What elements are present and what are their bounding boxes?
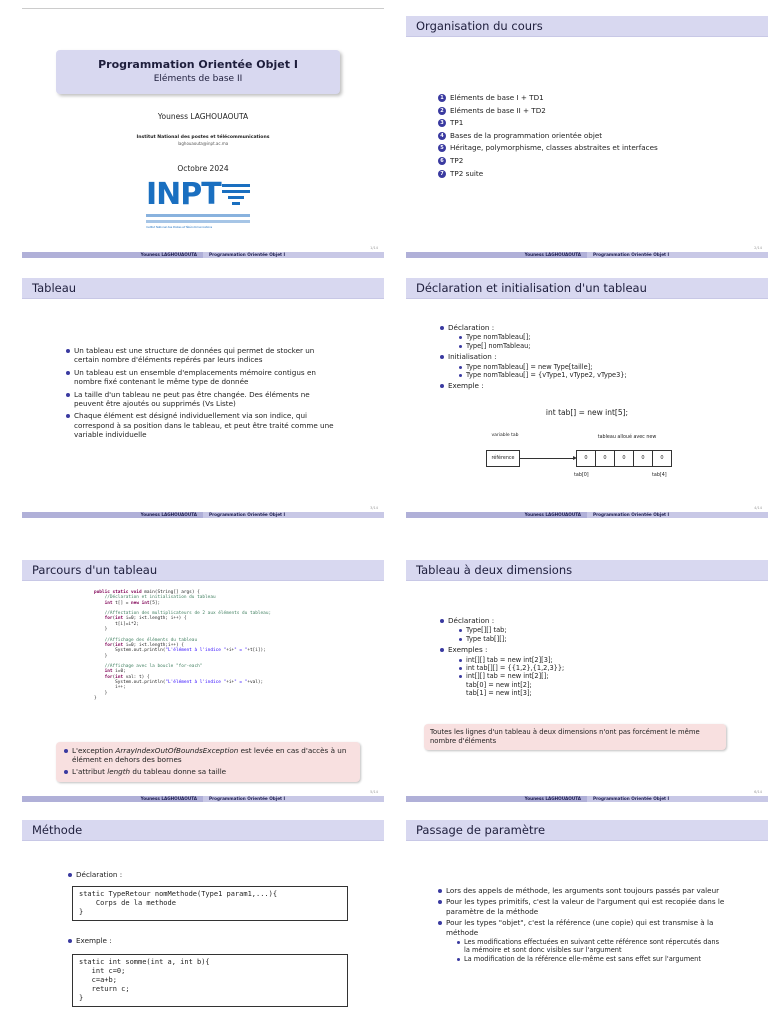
example-bullet [438, 381, 738, 390]
array-cell: 0 [633, 450, 653, 467]
passage-item: Pour les types primitifs, c'est la valeur de l'argument qui est recopiée dans le paramètre de la méthode [436, 897, 726, 916]
array-cell: 0 [595, 450, 615, 467]
tableau-item: La taille d'un tableau ne peut pas être changée. Des éléments ne peuvent être ajoutés ou supprimés (Vs Liste) [64, 390, 334, 409]
decl-item: Type nomTableau[]; [458, 333, 738, 341]
slide-footer [406, 796, 768, 802]
example-item: int[][] tab = new int[2][]; [458, 672, 738, 680]
diagram-var-label: variable tab [491, 433, 519, 438]
parcours-alert [56, 742, 360, 782]
example-extra-line: tab[1] = new int[3]; [466, 689, 532, 698]
footer-course: Programmation Orientée Objet I [203, 252, 384, 258]
logo-text: INPT [146, 177, 221, 212]
diagram-cells [577, 450, 672, 467]
slide-methode [22, 812, 384, 1024]
methode-example-code: static int somme(int a, int b){ int c=0; c=a+b; return c; } [72, 954, 348, 1007]
slide-heading: Passage de paramètre [416, 823, 546, 837]
slide-organisation [406, 8, 768, 258]
decl-label: Déclaration : [448, 616, 495, 625]
slide-title-bar [22, 820, 384, 841]
course-outline-list [438, 92, 658, 180]
declaration-content [438, 323, 738, 393]
outline-number: 1 [438, 94, 446, 102]
decl-item: Type[][] tab; [458, 626, 738, 634]
outline-text: Héritage, polymorphisme, classes abstraites et interfaces [450, 143, 658, 153]
slide-title-bar [406, 16, 768, 37]
example-label: Exemple : [66, 936, 112, 945]
footer-author: Youness LAGHOUAOUTA [22, 796, 203, 802]
page-number: 2/14 [754, 246, 762, 250]
example-code: int tab[] = new int[5]; [545, 408, 629, 417]
slide-heading: Méthode [32, 823, 83, 837]
page-number: 4/14 [754, 506, 762, 510]
footer-course: Programmation Orientée Objet I [203, 796, 384, 802]
logo-arabic-lines [146, 214, 250, 217]
array-cell: 0 [576, 450, 596, 467]
logo-tifinagh-lines [146, 220, 250, 223]
institute-name: Institut National des postes et télécommunications [136, 135, 270, 140]
init-bullet [438, 352, 738, 379]
logo-caption: Institut National des Postes et Télécommunications [146, 226, 213, 229]
methode-decl-bullet [66, 870, 122, 881]
slide-passage-parametre [406, 812, 768, 1024]
passage-subitem: La modification de la référence elle-même est sans effet sur l'argument [456, 955, 726, 963]
outline-item [438, 168, 658, 181]
diagram-ref-box: référence [486, 450, 520, 467]
presentation-date: Octobre 2024 [177, 164, 229, 173]
outline-number: 2 [438, 107, 446, 115]
footer-course: Programmation Orientée Objet I [587, 252, 768, 258]
passage-item [436, 918, 726, 963]
array-cell: 0 [652, 450, 672, 467]
logo-stripes-icon [222, 182, 252, 208]
decl-bullet [438, 323, 738, 350]
outline-item [438, 142, 658, 155]
page-number: 5/14 [370, 790, 378, 794]
diagram-last-index: tab[4] [652, 473, 667, 478]
outline-number: 5 [438, 144, 446, 152]
slide-title-bar [406, 560, 768, 581]
array-diagram [482, 430, 712, 490]
examples-bullet [438, 645, 738, 697]
slide-heading: Parcours d'un tableau [32, 563, 158, 577]
slide-declaration-tableau [406, 268, 768, 518]
footer-author: Youness LAGHOUAOUTA [406, 512, 587, 518]
slide-footer [406, 512, 768, 518]
passage-bullets [436, 886, 726, 965]
page-number: 6/14 [754, 790, 762, 794]
examples-label: Exemples : [448, 645, 488, 655]
attribute-name: length [107, 766, 131, 776]
decl-label: Déclaration : [66, 870, 122, 879]
slide-footer [22, 796, 384, 802]
text: L'attribut [72, 766, 108, 776]
page-number: 1/14 [370, 246, 378, 250]
author-email: laghouaouta@inpt.ac.ma [177, 141, 229, 146]
footer-author: Youness LAGHOUAOUTA [22, 512, 203, 518]
example-label: Exemple : [448, 381, 484, 391]
tableau-item: Chaque élément est désigné individuellement via son indice, qui correspond à sa position dans le tableau, et peut être traité comme une variable individuelle [64, 411, 334, 439]
slide-footer [22, 512, 384, 518]
exception-name: ArrayIndexOutOfBoundsException [115, 746, 239, 755]
alert-item-exception [62, 746, 354, 765]
slide-parcours [22, 552, 384, 802]
decl-item: Type tab[][]; [458, 635, 738, 643]
array-cell: 0 [614, 450, 634, 467]
diagram-alloc-label: tableau alloué avec new [597, 435, 657, 440]
text: est levée en cas d'accès à un élément en dehors des bornes [72, 746, 347, 765]
slide-footer [22, 252, 384, 258]
decl-bullet [438, 616, 738, 643]
methode-decl-code: static TypeRetour nomMethode(Type1 param1,...){ Corps de la methode } [72, 886, 348, 921]
slide-heading: Tableau à deux dimensions [416, 563, 573, 577]
outline-text: Bases de la programmation orientée objet [450, 130, 603, 140]
init-label: Initialisation : [448, 352, 497, 362]
tableau-item: Un tableau est un ensemble d'emplacements mémoire contigus en nombre fixé contenant le même type de donnée [64, 368, 334, 387]
slide-top-line [22, 8, 384, 9]
decl-item: Type[] nomTableau; [458, 342, 738, 350]
footer-author: Youness LAGHOUAOUTA [22, 252, 203, 258]
outline-item [438, 92, 658, 105]
slide-heading: Déclaration et initialisation d'un tableau [416, 281, 647, 295]
footer-author: Youness LAGHOUAOUTA [406, 796, 587, 802]
tableau-item: Un tableau est une structure de données qui permet de stocker un certain nombre d'éléments repérés par leurs indices [64, 346, 334, 365]
outline-text: Eléments de base I + TD1 [450, 93, 544, 102]
slide-title-bar [406, 820, 768, 841]
slide-heading: Organisation du cours [416, 19, 543, 33]
outline-text: Eléments de base II + TD2 [450, 105, 546, 115]
example-extra-line: tab[0] = new int[2]; [466, 680, 532, 689]
slide-tableau [22, 268, 384, 518]
footer-course: Programmation Orientée Objet I [203, 512, 384, 518]
alert-item-length [62, 767, 354, 776]
methode-example-bullet [66, 936, 112, 947]
outline-item [438, 155, 658, 168]
slide-heading: Tableau [32, 281, 77, 295]
init-item: Type nomTableau[] = new Type[taille]; [458, 363, 738, 371]
diagram-arrow [520, 458, 575, 459]
text: Pour les types "objet", c'est la référence (une copie) qui est transmise à la méthode [446, 918, 714, 937]
init-item: Type nomTableau[] = {vType1, vType2, vType3}; [458, 371, 738, 379]
outline-number: 7 [438, 170, 446, 178]
footer-course: Programmation Orientée Objet I [587, 796, 768, 802]
inpt-logo [146, 177, 256, 236]
passage-subitem: Les modifications effectuées en suivant cette référence sont répercutés dans la mémoire et sont donc visibles sur l'argument [456, 938, 726, 955]
presentation-subtitle: Eléments de base II [153, 74, 243, 84]
example-item: int[][] tab = new int[2][3]; [458, 656, 738, 664]
slide-title-bar [406, 278, 768, 299]
outline-text: TP1 [450, 118, 464, 128]
footer-author: Youness LAGHOUAOUTA [406, 252, 587, 258]
text: du tableau donne sa taille [130, 766, 227, 776]
outline-item [438, 105, 658, 118]
outline-item [438, 130, 658, 143]
outline-text: TP2 suite [450, 168, 484, 178]
decl-label: Déclaration : [448, 323, 495, 332]
presentation-title: Programmation Orientée Objet I [98, 58, 298, 71]
text: L'exception [72, 746, 116, 755]
tableau-bullets [64, 346, 334, 443]
outline-text: TP2 [450, 155, 464, 165]
slide-title-bar [22, 278, 384, 299]
passage-item: Lors des appels de méthode, les arguments sont toujours passés par valeur [436, 886, 726, 895]
example-item: int tab[][] = {{1,2},{1,2,3}}; [458, 664, 738, 672]
slide-title-bar [22, 560, 384, 581]
title-block [56, 50, 340, 94]
parcours-code: public static void main(String[] args) { //Déclaration et initialisation du tableau int t[] = new int[5]; //Affectation des multiplicateurs de 2 aux éléments du tableau; for(int i=0; i<t.length; i++) { t[i]=i*2; } //Affichage des éléments du tableau for(int i=0; i<t.length;i++) { System.out.println("L'élément à l'indice "+i+" = "+t[i]); } //Affichage avec la boucle "for-each" int i=0; for(int val: t) { System.out.println("L'élément à l'indice "+i+" = "+val); i++; } } [94, 590, 272, 701]
deux-dim-alert: Toutes les lignes d'un tableau à deux dimensions n'ont pas forcément le même nombre d'éléments [424, 724, 726, 750]
footer-course: Programmation Orientée Objet I [587, 512, 768, 518]
author-name: Youness LAGHOUAOUTA [157, 112, 249, 121]
slide-deux-dimensions [406, 552, 768, 802]
diagram-first-index: tab[0] [574, 473, 589, 478]
slide-footer [406, 252, 768, 258]
slide-title [22, 8, 384, 258]
outline-number: 3 [438, 119, 446, 127]
outline-number: 4 [438, 132, 446, 140]
outline-number: 6 [438, 157, 446, 165]
outline-item [438, 117, 658, 130]
page-number: 3/14 [370, 506, 378, 510]
deux-dim-content [438, 616, 738, 700]
